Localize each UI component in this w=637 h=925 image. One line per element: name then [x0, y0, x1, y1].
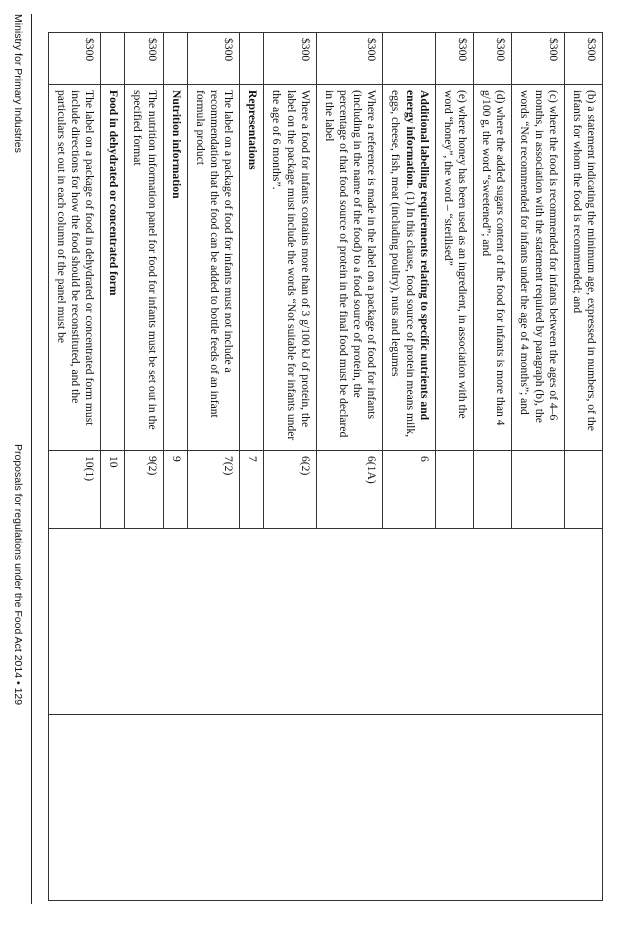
section-number: 10(1) [48, 451, 100, 529]
penalty-amount [101, 33, 125, 85]
penalty-amount: $300 [48, 33, 100, 85]
regulations-table [48, 32, 603, 901]
publisher-name: Ministry for Primary Industries [12, 14, 24, 153]
section-number: 9(2) [125, 451, 163, 529]
section-number [512, 451, 564, 529]
provision-text [240, 85, 264, 451]
penalty-amount: $300 [125, 33, 163, 85]
table-row [564, 33, 602, 901]
penalty-amount [240, 33, 264, 85]
provision-text: (e) where honey has been used as an ingredient, in association with the word “honey”, the word – “sterilised” [435, 85, 473, 451]
provision-text [163, 85, 187, 451]
provision-heading: Additional labelling requirements relating to specific nutrients and energy information [403, 90, 431, 421]
penalty-amount: $300 [316, 33, 383, 85]
section-heading: Food in dehydrated or concentrated form [107, 90, 121, 296]
section-heading: Nutrition information [169, 90, 183, 199]
provision-text: (d) where the added sugars content of the food for infants is more than 4 g/100 g, the word “sweetened”; and [474, 85, 512, 451]
provision-text: (c) where the food is recommended for infants between the ages of 4–6 months, in association with the statement required by paragraph (b), the words “Not recommended for infants under the age of 4 months”; and [512, 85, 564, 451]
section-number [564, 451, 602, 529]
section-number: 6(1A) [316, 451, 383, 529]
provision-text: The nutrition information panel for food for infants must be set out in the specified format [125, 85, 163, 451]
section-number: 9 [163, 451, 187, 529]
provision-text [383, 85, 435, 451]
empty-cell [48, 715, 602, 901]
provision-text: Where a food for infants contains more than of 3 g/100 kJ of protein, the label on the package must include the words “Not suitable for infants under the age of 6 months”. [264, 85, 316, 451]
penalty-amount [163, 33, 187, 85]
section-heading: Representations [246, 90, 260, 170]
provision-text-after: . (1) In this clause, food source of protein means milk, eggs, cheese, fish, meat (including poultry), nuts and legumes [389, 90, 417, 438]
section-number: 7 [240, 451, 264, 529]
footer-rule [31, 14, 32, 904]
section-number: 7(2) [187, 451, 239, 529]
provision-text: (b) a statement indicating the minimum age, expressed in numbers, of the infants for whom the food is recommended; and [564, 85, 602, 451]
penalty-amount: $300 [474, 33, 512, 85]
penalty-amount: $300 [564, 33, 602, 85]
provision-text: The label on a package of food for infants must not include a recommendation that the food can be added to bottle feeds of an infant formula product [187, 85, 239, 451]
running-header: Proposals for regulations under the Food Act 2014 • 129 [12, 444, 24, 706]
section-number: 6 [383, 451, 435, 529]
section-number [435, 451, 473, 529]
provision-text: Where a reference is made in the label on a package of food for infants (including in the name of the food) to a food source of protein, the percentage of that food source of protein in the final food must be declared in the label [316, 85, 383, 451]
provision-text: The label on a package of food in dehydrated or concentrated form must include directions for how the food should be reconstituted, and the particulars set out in each column of the panel must be [48, 85, 100, 451]
penalty-amount: $300 [187, 33, 239, 85]
penalty-amount: $300 [435, 33, 473, 85]
provision-text [101, 85, 125, 451]
section-number: 10 [101, 451, 125, 529]
section-number [474, 451, 512, 529]
penalty-amount [383, 33, 435, 85]
empty-cell [48, 529, 602, 715]
penalty-amount: $300 [264, 33, 316, 85]
penalty-amount: $300 [512, 33, 564, 85]
section-number: 6(2) [264, 451, 316, 529]
